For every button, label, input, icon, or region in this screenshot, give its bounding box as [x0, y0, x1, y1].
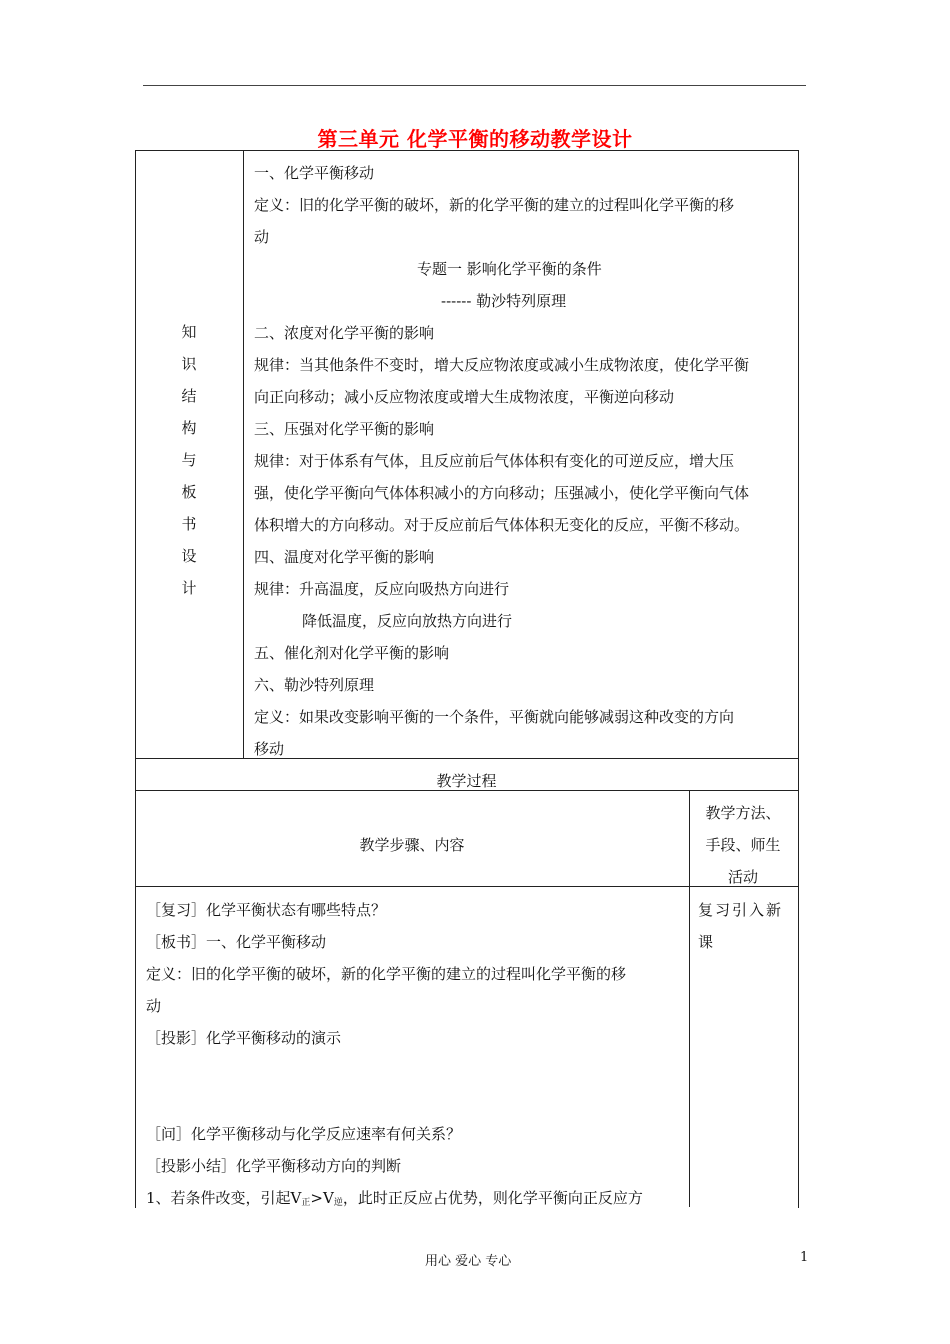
content-line: 向正向移动；减小反应物浓度或增大生成物浓度，平衡逆向移动: [254, 388, 675, 406]
subscript-reverse: 逆: [333, 1198, 343, 1208]
header-rule: [143, 85, 806, 86]
content-line: 规律：对于体系有气体，且反应前后气体体积有变化的可逆反应，增大压: [254, 452, 735, 470]
content-line: 定义：如果改变影响平衡的一个条件，平衡就向能够减弱这种改变的方向: [254, 708, 735, 726]
label-char: 设: [181, 547, 197, 565]
content-line: 移动: [254, 740, 285, 758]
subscript-forward: 正: [301, 1198, 311, 1208]
body-line: ［投影小结］化学平衡移动方向的判断: [146, 1157, 402, 1175]
text-run: ，此时正反应占优势，则化学平衡向正反应方: [342, 1189, 643, 1207]
content-line: 强，使化学平衡向气体体积减小的方向移动；压强减小，使化学平衡向气体: [254, 484, 750, 502]
label-char: 结: [181, 387, 197, 405]
content-line: 降低温度，反应向放热方向进行: [302, 612, 513, 630]
content-line: 规律：升高温度，反应向吸热方向进行: [254, 580, 510, 598]
document-title: 第三单元 化学平衡的移动教学设计: [317, 127, 633, 151]
body-line: ［投影］化学平衡移动的演示: [146, 1029, 342, 1047]
col-header-line: 活动: [727, 868, 758, 886]
velocity-symbol: V: [322, 1189, 334, 1207]
content-line: 体积增大的方向移动。对于反应前后气体体积无变化的反应，平衡不移动。: [254, 516, 750, 534]
body-line: ［问］化学平衡移动与化学反应速率有何关系？: [146, 1125, 462, 1143]
label-char: 计: [181, 579, 197, 597]
label-char: 构: [181, 419, 197, 437]
label-char: 与: [181, 451, 197, 469]
content-line: 动: [254, 228, 270, 246]
content-line: 三、压强对化学平衡的影响: [254, 420, 435, 438]
content-line: 六、勒沙特列原理: [254, 676, 375, 694]
content-line: 规律：当其他条件不变时，增大反应物浓度或减小生成物浓度，使化学平衡: [254, 356, 750, 374]
body-line: ［板书］一、化学平衡移动: [146, 933, 327, 951]
col-header-steps: 教学步骤、内容: [359, 836, 465, 854]
content-line: 专题一 影响化学平衡的条件: [417, 260, 602, 278]
note-line: 复习引入新: [698, 901, 784, 919]
process-header: 教学过程: [436, 772, 497, 790]
text-run: 1、若条件改变，引起: [146, 1189, 291, 1207]
label-char: 板: [181, 483, 197, 501]
page-number: 1: [800, 1250, 809, 1265]
section1-col-divider: [243, 150, 244, 758]
footer-motto: 用心 爱心 专心: [425, 1254, 512, 1269]
content-line: 二、浓度对化学平衡的影响: [254, 324, 435, 342]
content-line: 定义：旧的化学平衡的破坏，新的化学平衡的建立的过程叫化学平衡的移: [254, 196, 735, 214]
content-line: 一、化学平衡移动: [254, 164, 375, 182]
label-char: 书: [181, 515, 197, 533]
label-char: 知: [181, 323, 197, 341]
content-line: 五、催化剂对化学平衡的影响: [254, 644, 450, 662]
greater-than: >: [310, 1189, 323, 1207]
velocity-symbol: V: [290, 1189, 302, 1207]
body-line: ［复习］化学平衡状态有哪些特点？: [146, 901, 387, 919]
label-char: 识: [181, 355, 197, 373]
body-line: 定义：旧的化学平衡的破坏，新的化学平衡的建立的过程叫化学平衡的移: [146, 965, 627, 983]
col-header-line: 手段、师生: [705, 836, 781, 854]
section1-bottom-rule: [135, 758, 798, 759]
body-line: 动: [146, 997, 162, 1015]
content-line: ------ 勒沙特列原理: [441, 292, 567, 310]
note-line: 课: [698, 933, 714, 951]
content-line: 四、温度对化学平衡的影响: [254, 548, 435, 566]
body-line-velocity: [146, 1182, 643, 1219]
col-header-line: 教学方法、: [705, 804, 781, 822]
